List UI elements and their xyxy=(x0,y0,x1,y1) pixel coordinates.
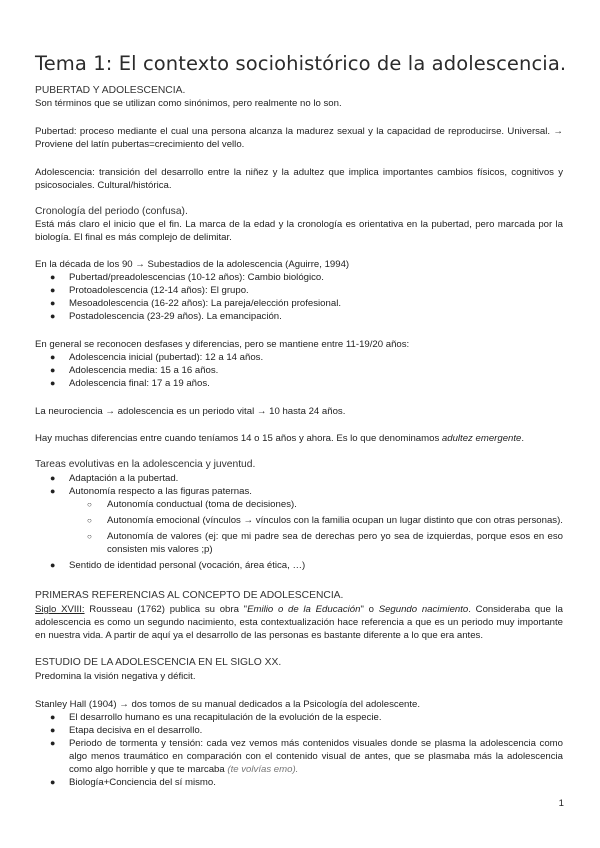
general-paragraph: En general se reconocen desfases y diferencias, pero se mantiene entre 11-19/20 años: xyxy=(35,339,410,350)
list-item: ● Mesoadolescencia (16-22 años): La pareja/elección profesional. xyxy=(50,298,341,309)
fases-list xyxy=(35,351,563,390)
list-item: ○ Autonomía conductual (toma de decisiones). xyxy=(87,499,297,510)
list-item: ● Adolescencia inicial (pubertad): 12 a 14 años. xyxy=(50,352,264,363)
page-number: 1 xyxy=(558,798,564,809)
list-item: ● Adolescencia final: 17 a 19 años. xyxy=(50,378,210,389)
list-item: ○ Autonomía de valores (ej: que mi padre sea de derechas pero yo sea de izquierdas, porque esos en eso consisten mis valores ;p) xyxy=(87,531,563,555)
subestadios-list xyxy=(35,271,563,323)
bullet-icon: ● xyxy=(50,311,56,321)
hollow-bullet-icon: ○ xyxy=(87,500,92,509)
bullet-icon: ● xyxy=(50,486,56,496)
list-item: ● Biología+Conciencia del sí mismo. xyxy=(50,777,216,788)
bullet-icon: ● xyxy=(50,738,56,748)
decada-paragraph: En la década de los 90 → Subestadios de la adolescencia (Aguirre, 1994) xyxy=(35,259,350,270)
tareas-list xyxy=(35,472,563,572)
rousseau-paragraph: Siglo XVIII: Rousseau (1762) publica su obra "Emilio o de la Educación" o Segundo nacimiento. Consideraba que la adolescencia es como un segundo nacimiento, esta contextualización hace referencia a que es un periodo muy importante en nuestra vida. A partir de aquí ya el desarrollo de las personas es bastante diferente a lo que era antes. xyxy=(35,604,564,641)
diferencias-paragraph: Hay muchas diferencias entre cuando teníamos 14 o 15 años y ahora. Es lo que denominamos adultez emergente. xyxy=(35,433,525,444)
siglo-xx-subtitle: Predomina la visión negativa y déficit. xyxy=(35,671,196,682)
neurociencia-paragraph: La neurociencia → adolescencia es un periodo vital → 10 hasta 24 años. xyxy=(35,406,346,417)
bullet-icon: ● xyxy=(50,777,56,787)
adolescencia-definition: Adolescencia: transición del desarrollo entre la niñez y la adultez que implica importantes cambios físicos, cognitivos y psicosociales. Cultural/histórica. xyxy=(35,167,563,191)
section-heading-primeras-referencias: PRIMERAS REFERENCIAS AL CONCEPTO DE ADOLESCENCIA. xyxy=(35,590,344,601)
hollow-bullet-icon: ○ xyxy=(87,516,92,525)
list-item: ● Adolescencia media: 15 a 16 años. xyxy=(50,365,219,376)
section-heading-pubertad-adolescencia: PUBERTAD Y ADOLESCENCIA. xyxy=(35,85,186,96)
bullet-icon: ● xyxy=(50,725,56,735)
hall-paragraph: Stanley Hall (1904) → dos tomos de su manual dedicados a la Psicología del adolescente. xyxy=(35,699,421,710)
segundo-nacimiento-term: Segundo nacimiento xyxy=(378,604,469,615)
bullet-icon: ● xyxy=(50,378,56,388)
page-title: Tema 1: El contexto sociohistórico de la adolescencia. xyxy=(35,52,567,75)
list-item: ● Postadolescencia (23-29 años). La emancipación. xyxy=(50,311,282,322)
bullet-icon: ● xyxy=(50,298,56,308)
list-item: ● Autonomía respecto a las figuras paternas. xyxy=(50,486,252,497)
section-heading-siglo-xx: ESTUDIO DE LA ADOLESCENCIA EN EL SIGLO XX. xyxy=(35,657,282,668)
bullet-icon: ● xyxy=(50,352,56,362)
section-heading-tareas: Tareas evolutivas en la adolescencia y juventud. xyxy=(35,459,256,470)
bullet-icon: ● xyxy=(50,365,56,375)
bullet-icon: ● xyxy=(50,560,56,570)
bullet-icon: ● xyxy=(50,712,56,722)
bullet-icon: ● xyxy=(50,272,56,282)
pubertad-definition: Pubertad: proceso mediante el cual una persona alcanza la madurez sexual y la capacidad de reproducirse. Universal. → Proviene del latín pubertas=crecimiento del vello. xyxy=(35,126,563,150)
intro-paragraph: Son términos que se utilizan como sinónimos, pero realmente no lo son. xyxy=(35,98,342,109)
list-item: ● Periodo de tormenta y tensión: cada vez vemos más contenidos visuales donde se plasma la adolescencia como algo menos traumático en comparación con el contenido visual de antes, que se plasmaba más la adolescencia como algo horrible y que te marcaba (te volvías emo). xyxy=(50,738,563,775)
bullet-icon: ● xyxy=(50,285,56,295)
list-item: ● Protoadolescencia (12-14 años): El grupo. xyxy=(50,285,249,296)
section-heading-cronologia: Cronología del periodo (confusa). xyxy=(35,206,188,217)
adultez-emergente-term: adultez emergente xyxy=(441,433,522,444)
hollow-bullet-icon: ○ xyxy=(87,532,92,541)
list-item: ● Adaptación a la pubertad. xyxy=(50,473,179,484)
siglo-xviii-label: Siglo XVIII: xyxy=(35,604,85,615)
emilio-title: Emilio o de la Educación xyxy=(247,604,361,615)
hall-list xyxy=(35,711,563,789)
cronologia-paragraph: Está más claro el inicio que el fin. La marca de la edad y la cronología es orientativa en la pubertad, pero marcada por la biología. El final es más complejo de delimitar. xyxy=(35,219,563,243)
list-item: ● El desarrollo humano es una recapitulación de la evolución de la especie. xyxy=(50,712,382,723)
list-item: ● Pubertad/preadolescencias (10-12 años): Cambio biológico. xyxy=(50,272,324,283)
list-item: ● Sentido de identidad personal (vocación, área ética, …) xyxy=(50,560,306,571)
bullet-icon: ● xyxy=(50,473,56,483)
emo-note: (te volvías emo). xyxy=(227,764,299,775)
list-item: ● Etapa decisiva en el desarrollo. xyxy=(50,725,203,736)
list-item: ○ Autonomía emocional (vínculos → vínculos con la familia ocupan un lugar distinto que con otras personas). xyxy=(87,515,563,526)
